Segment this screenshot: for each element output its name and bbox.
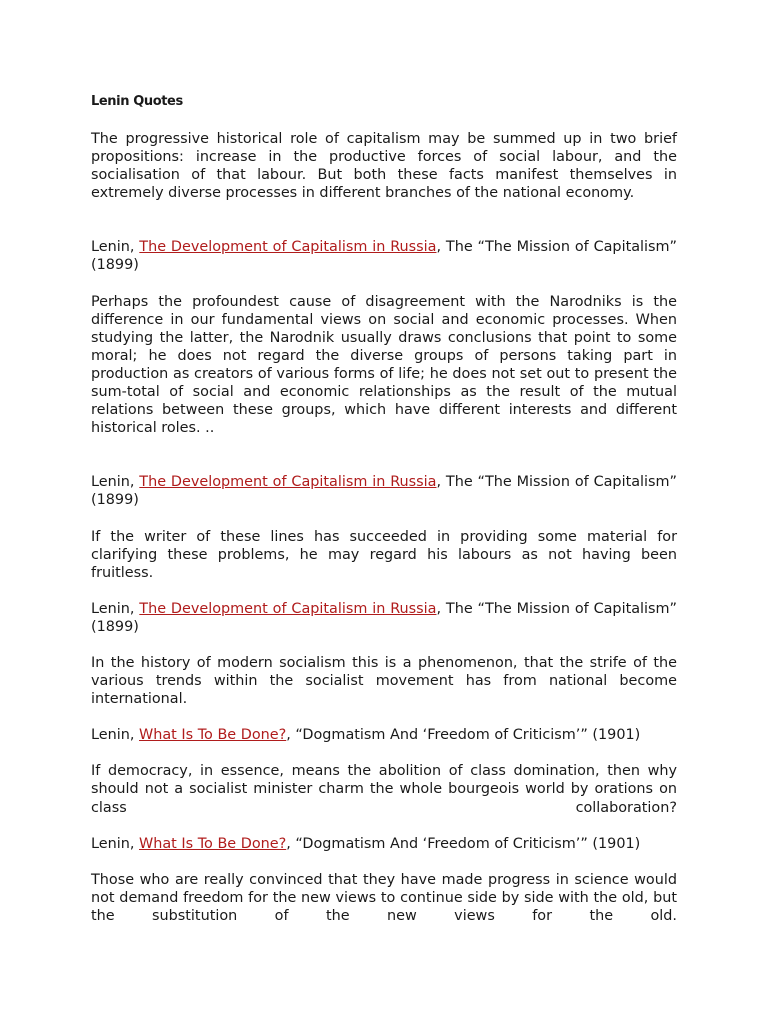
citation-prefix: Lenin, [91,239,140,256]
quote-paragraph: The progressive historical role of capitalism may be summed up in two brief propositions: increase in the productive forces of social labour, and the socialisation of that labour. But both these facts manifest themselves in extremely diverse processes in different branches of the national economy. [91,131,677,202]
citation-suffix: , The “The Mission of Capitalism” (1899) [91,239,677,274]
citation-line [91,835,677,853]
quote-paragraph: If democracy, in essence, means the abolition of class domination, then why should not a socialist minister charm the whole bourgeois world by orations on class collaboration? [91,763,677,816]
source-link[interactable]: The Development of Capitalism in Russia [139,239,437,256]
source-link[interactable]: The Development of Capitalism in Russia [139,474,437,491]
quote-paragraph: Perhaps the profoundest cause of disagreement with the Narodniks is the difference in our fundamental views on social and economic processes. When studying the latter, the Narodnik usually draws conclusions that point to some moral; he does not regard the diverse groups of persons taking part in production as creators of various forms of life; he does not set out to present the sum-total of social and economic relationships as the result of the mutual relations between these groups, which have different interests and different historical roles. .. [91,293,677,437]
citation-line [91,473,677,509]
citation-prefix: Lenin, [91,727,140,744]
document-content [91,93,677,925]
citation-prefix: Lenin, [91,474,140,491]
citation-suffix: , The “The Mission of Capitalism” (1899) [91,474,677,509]
quote-paragraph: If the writer of these lines has succeeded in providing some material for clarifying these problems, he may regard his labours as not having been fruitless. [91,528,677,581]
document-title: Lenin Quotes [91,94,183,109]
citation-prefix: Lenin, [91,600,140,617]
citation-suffix: , “Dogmatism And ‘Freedom of Criticism’” (1901) [286,727,641,744]
citation-prefix: Lenin, [91,835,140,852]
citation-suffix: , “Dogmatism And ‘Freedom of Criticism’” (1901) [286,835,641,852]
source-link[interactable]: The Development of Capitalism in Russia [139,600,437,617]
citation-line [91,238,677,274]
source-link[interactable]: What Is To Be Done? [139,727,287,744]
citation-line [91,726,677,744]
quote-paragraph: Those who are really convinced that they have made progress in science would not demand freedom for the new views to continue side by side with the old, but the substitution of the new views for the old. [91,871,677,924]
source-link[interactable]: What Is To Be Done? [139,835,287,852]
citation-suffix: , The “The Mission of Capitalism” (1899) [91,600,677,635]
citation-line [91,600,677,636]
quote-paragraph: In the history of modern socialism this is a phenomenon, that the strife of the various trends within the socialist movement has from national become international. [91,654,677,708]
